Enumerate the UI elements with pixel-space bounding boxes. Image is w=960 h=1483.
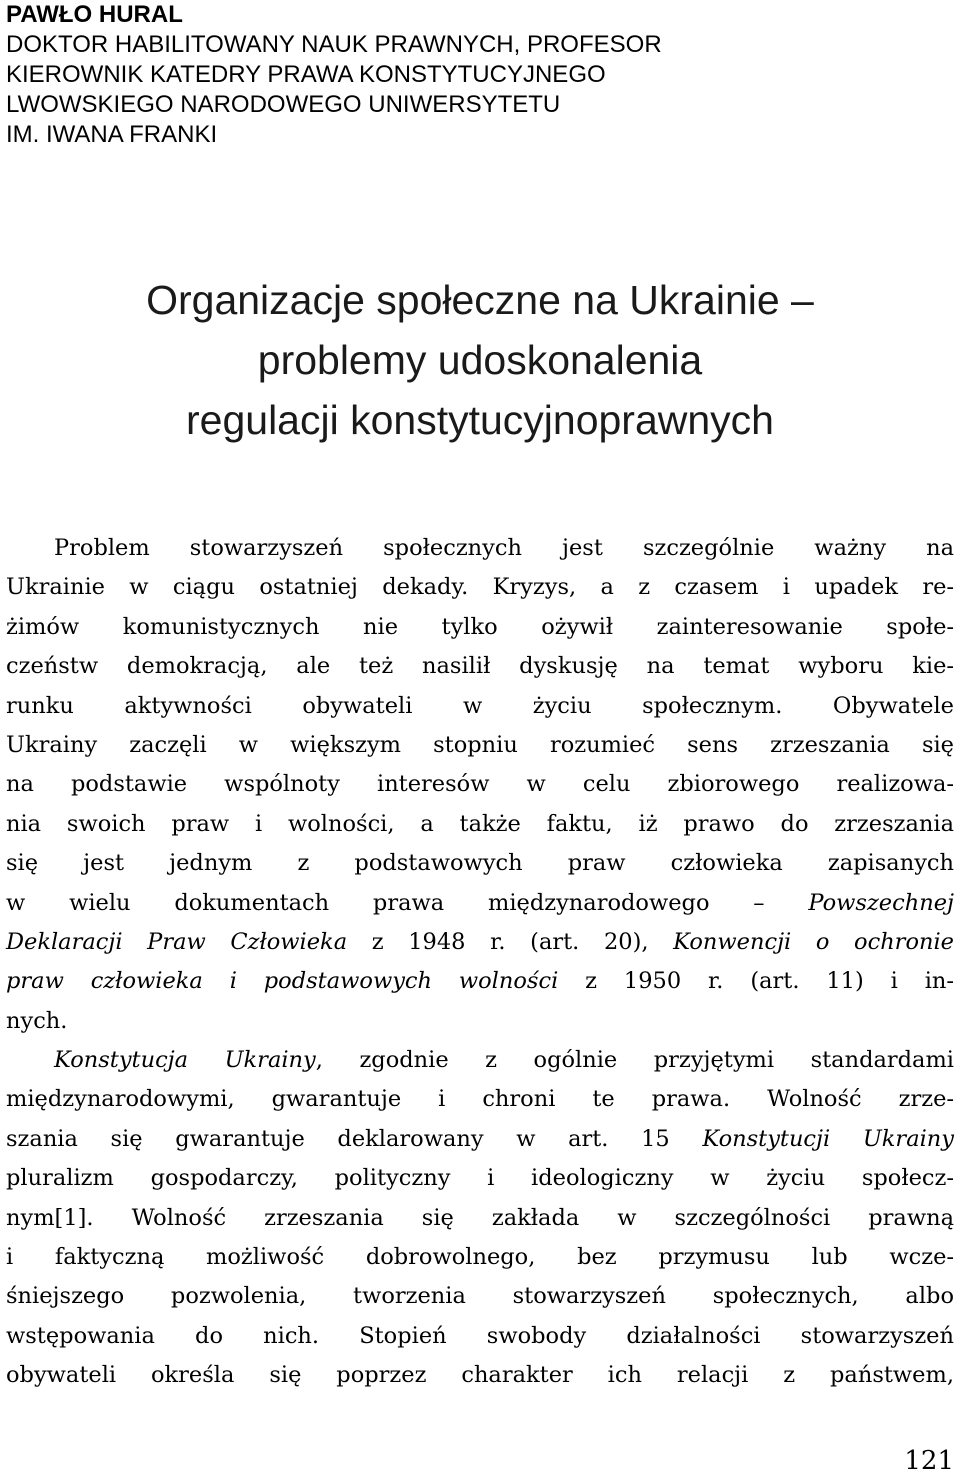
body-line [6, 1120, 954, 1159]
body-segment: z 1950 r. (art. 11) i in- [558, 968, 954, 995]
body-line: czeństw demokracją, ale też nasilił dyskusję na temat wyboru kie- [6, 653, 954, 680]
body-segment: w wielu dokumentach prawa międzynarodowego – [6, 889, 809, 916]
body-italic-segment: Deklaracji Praw Człowieka [6, 928, 348, 955]
author-affiliation-line: KIEROWNIK KATEDRY PRAWA KONSTYTUCYJNEGO [6, 61, 606, 88]
body-line: Ukrainy zaczęli w większym stopniu rozumieć sens zrzeszania się [6, 731, 954, 758]
body-line: i faktyczną możliwość dobrowolnego, bez przymusu lub wcze- [6, 1244, 954, 1271]
body-segment: , zgodnie z ogólnie przyjętymi standardami [315, 1047, 955, 1074]
author-name: PAWŁO HURAL [6, 1, 183, 28]
body-line: nia swoich praw i wolności, a także faktu, iż prawo do zrzeszania [6, 810, 954, 837]
body-line [6, 884, 954, 923]
body-line: na podstawie wspólnoty interesów w celu zbiorowego realizowa- [6, 771, 954, 798]
body-line: wstępowania do nich. Stopień swobody działalności stowarzyszeń [6, 1322, 954, 1349]
body-line: pluralizm gospodarczy, polityczny i ideologiczny w życiu społecz- [6, 1165, 954, 1192]
body-italic-segment: Konstytucji Ukrainy [702, 1125, 955, 1152]
author-block [6, 0, 662, 150]
body-italic-segment: Konwencji o ochronie [673, 928, 954, 955]
body-italic-segment: Powszechnej [808, 889, 954, 916]
body-line [6, 923, 954, 962]
page-number: 121 [904, 1446, 954, 1476]
body-line: nych. [6, 1007, 68, 1034]
body-line: Problem stowarzyszeń społecznych jest szczególnie ważny na [54, 535, 954, 561]
body-line: międzynarodowymi, gwarantuje i chroni te prawa. Wolność zrze- [6, 1086, 954, 1113]
body-line: obywateli określa się poprzez charakter ich relacji z państwem, [6, 1362, 954, 1389]
body-segment: szania się gwarantuje deklarowany w art. 15 [6, 1125, 703, 1152]
body-italic-segment: Konstytucja Ukrainy [54, 1047, 316, 1074]
body-text [6, 529, 954, 1396]
body-line [6, 1041, 954, 1080]
title-line: regulacji konstytucyjnoprawnych [186, 397, 774, 443]
title-line: Organizacje społeczne na Ukrainie – [146, 277, 814, 323]
body-line [6, 962, 954, 1001]
title-line: problemy udoskonalenia [257, 337, 703, 383]
body-line: śniejszego pozwolenia, tworzenia stowarzyszeń społecznych, albo [6, 1283, 954, 1310]
author-affiliation-line: LWOWSKIEGO NARODOWEGO UNIWERSYTETU [6, 91, 561, 118]
body-line: runku aktywności obywateli w życiu społecznym. Obywatele [6, 692, 954, 719]
author-affiliation-line: DOKTOR HABILITOWANY NAUK PRAWNYCH, PROFESOR [6, 31, 662, 58]
body-line: się jest jednym z podstawowych praw człowieka zapisanych [6, 850, 954, 877]
body-line: Ukrainie w ciągu ostatniej dekady. Kryzys, a z czasem i upadek re- [6, 574, 954, 601]
body-italic-segment: praw człowieka i podstawowych wolności [6, 968, 559, 995]
author-affiliation-line: IM. IWANA FRANKI [6, 121, 218, 148]
article-title [0, 270, 960, 450]
body-line: nym[1]. Wolność zrzeszania się zakłada w szczególności prawną [6, 1204, 954, 1231]
body-line: żimów komunistycznych nie tylko ożywił zainteresowanie społe- [6, 613, 954, 640]
body-segment: z 1948 r. (art. 20), [347, 928, 674, 955]
